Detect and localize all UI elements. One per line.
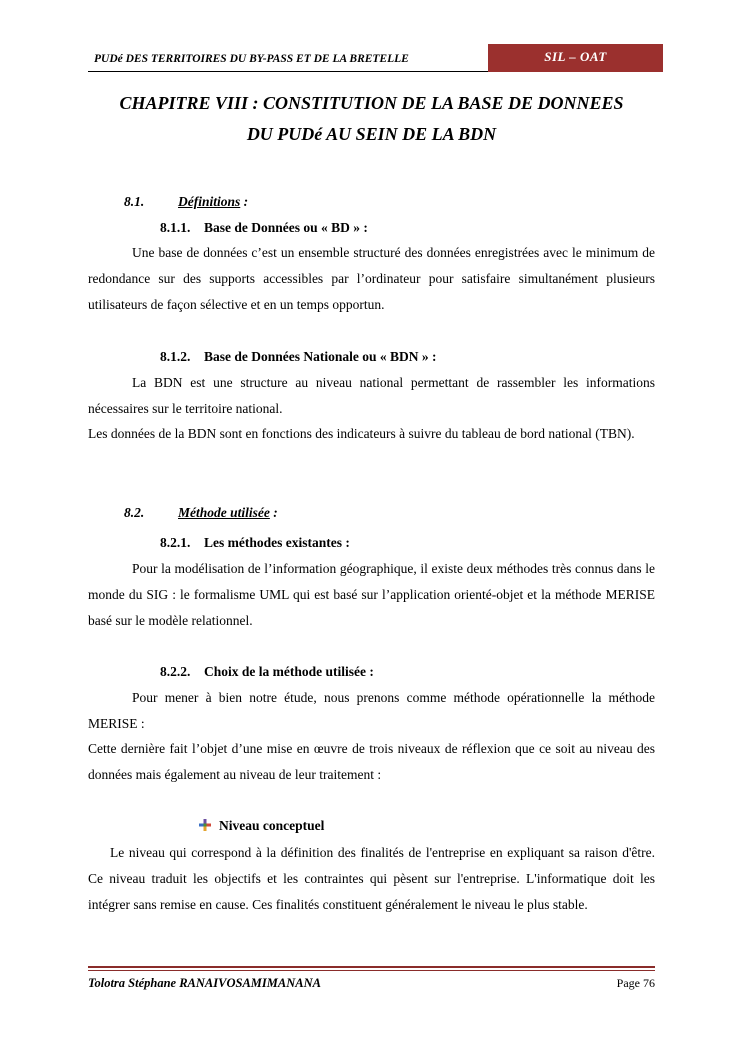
paragraph-methodes-existantes: [88, 556, 655, 634]
chapter-title-line1: CHAPITRE VIII : CONSTITUTION DE LA BASE DE DONNEES: [119, 93, 624, 113]
paragraph-niveau-conceptuel: [88, 840, 655, 918]
section-number: 8.2.: [124, 505, 145, 520]
section-heading-methode: [124, 505, 278, 521]
chapter-title: [88, 88, 655, 150]
subsection-heading-bd: [160, 220, 368, 236]
chapter-title-line2: DU PUDé AU SEIN DE LA BDN: [246, 124, 497, 144]
paragraph-text: Pour mener à bien notre étude, nous prenons comme méthode opérationnelle la méthode MERISE :: [88, 690, 655, 731]
subsection-number: 8.2.1.: [160, 535, 191, 550]
section-label: Définitions: [178, 194, 241, 209]
header-tag: SIL – OAT: [488, 44, 663, 72]
paragraph-bd-definition: [88, 240, 655, 318]
subsection-heading-methodes-existantes: [160, 535, 350, 551]
subsection-title: Choix de la méthode utilisée :: [204, 664, 374, 679]
paragraph-text: Une base de données c’est un ensemble structuré des données enregistrées avec le minimum de redondance sur des supports accessibles par l’ordinateur pour satisfaire simultanément plusieurs utilisateurs de façon sélective et en un temps opportun.: [88, 245, 655, 312]
footer-rule-thin: [88, 970, 655, 971]
page-header: [88, 44, 663, 72]
section-label: Méthode utilisée: [178, 505, 270, 520]
paragraph-niveaux-reflexion: [88, 736, 655, 788]
paragraph-text: Le niveau qui correspond à la définition des finalités de l'entreprise en expliquant sa raison d'être. Ce niveau traduit les objectifs et les contraintes qui pèsent sur l'entreprise. L'informatique doit les intégrer sans remise en cause. Ces finalités constituent généralement le niveau le plus stable.: [88, 845, 655, 912]
page-number: Page 76: [616, 976, 655, 990]
subsection-title: Base de Données ou « BD » :: [204, 220, 368, 235]
bullet-heading-niveau-conceptuel: [199, 818, 324, 834]
paragraph-bdn-definition: [88, 370, 655, 422]
section-suffix: :: [269, 505, 278, 520]
paragraph-text: Cette dernière fait l’objet d’une mise en œuvre de trois niveaux de réflexion que ce soit au niveau des données mais également au niveau de leur traitement :: [88, 741, 655, 782]
header-rule: [88, 71, 488, 72]
paragraph-text: La BDN est une structure au niveau national permettant de rassembler les informations nécessaires sur le territoire national.: [88, 375, 655, 416]
subsection-number: 8.1.1.: [160, 220, 191, 235]
section-heading-definitions: [124, 194, 248, 210]
paragraph-choix-merise: [88, 685, 655, 737]
footer-author: Tolotra Stéphane RANAIVOSAMIMANANA: [88, 976, 321, 990]
paragraph-text: Pour la modélisation de l’information géographique, il existe deux méthodes très connus dans le monde du SIG : le formalisme UML qui est basé sur l’application orienté-objet et la méthode MERISE basé sur le modèle relationnel.: [88, 561, 655, 628]
section-number: 8.1.: [124, 194, 145, 209]
colored-blocks-icon: [199, 819, 211, 831]
subsection-title: Les méthodes existantes :: [204, 535, 350, 550]
bullet-title: Niveau conceptuel: [219, 818, 325, 833]
footer-rule: [88, 966, 655, 968]
paragraph-bdn-indicators: [88, 421, 655, 447]
paragraph-text: Les données de la BDN sont en fonctions des indicateurs à suivre du tableau de bord national (TBN).: [88, 426, 635, 441]
subsection-number: 8.1.2.: [160, 349, 191, 364]
subsection-heading-choix-methode: [160, 664, 374, 680]
subsection-number: 8.2.2.: [160, 664, 191, 679]
subsection-heading-bdn: [160, 349, 437, 365]
subsection-title: Base de Données Nationale ou « BDN » :: [204, 349, 437, 364]
section-suffix: :: [240, 194, 249, 209]
header-title: PUDé DES TERRITOIRES DU BY-PASS ET DE LA BRETELLE: [94, 53, 409, 65]
